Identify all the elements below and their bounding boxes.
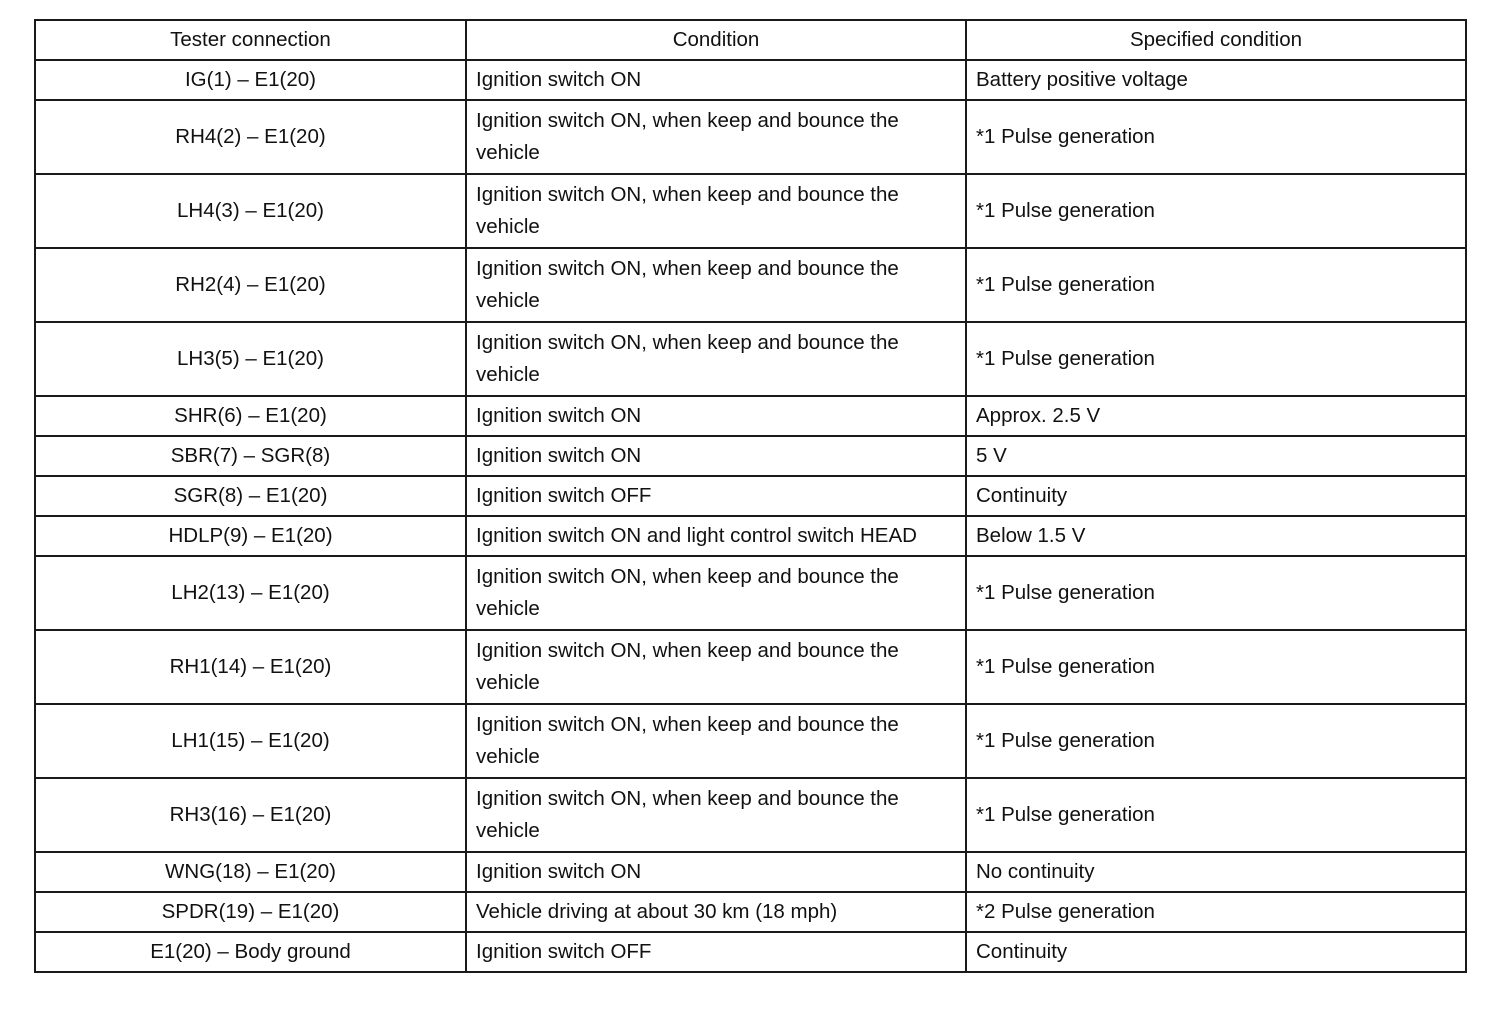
- tester-connection-cell: LH2(13) – E1(20): [35, 556, 466, 630]
- table-row: [35, 436, 1466, 476]
- specified-condition-cell: Continuity: [966, 476, 1466, 516]
- condition-cell: Ignition switch ON, when keep and bounce the vehicle: [466, 556, 966, 630]
- condition-cell: Ignition switch ON: [466, 60, 966, 100]
- specified-condition-cell: *2 Pulse generation: [966, 892, 1466, 932]
- specified-condition-cell: *1 Pulse generation: [966, 778, 1466, 852]
- tester-connection-cell: RH3(16) – E1(20): [35, 778, 466, 852]
- tester-connection-cell: SBR(7) – SGR(8): [35, 436, 466, 476]
- specified-condition-cell: *1 Pulse generation: [966, 556, 1466, 630]
- specified-condition-cell: Below 1.5 V: [966, 516, 1466, 556]
- table-row: [35, 932, 1466, 972]
- table-row: [35, 396, 1466, 436]
- condition-cell: Ignition switch ON, when keep and bounce the vehicle: [466, 248, 966, 322]
- table-row: [35, 248, 1466, 322]
- table-row: [35, 174, 1466, 248]
- tester-connection-cell: E1(20) – Body ground: [35, 932, 466, 972]
- table-row: [35, 60, 1466, 100]
- table-row: [35, 516, 1466, 556]
- tester-connection-cell: RH1(14) – E1(20): [35, 630, 466, 704]
- tester-connection-cell: LH3(5) – E1(20): [35, 322, 466, 396]
- table-row: [35, 630, 1466, 704]
- specified-condition-cell: Approx. 2.5 V: [966, 396, 1466, 436]
- tester-connection-cell: SPDR(19) – E1(20): [35, 892, 466, 932]
- condition-cell: Ignition switch ON, when keep and bounce the vehicle: [466, 174, 966, 248]
- tester-connection-cell: SHR(6) – E1(20): [35, 396, 466, 436]
- specified-condition-cell: No continuity: [966, 852, 1466, 892]
- tester-connection-cell: SGR(8) – E1(20): [35, 476, 466, 516]
- specified-condition-cell: *1 Pulse generation: [966, 704, 1466, 778]
- condition-cell: Ignition switch ON, when keep and bounce the vehicle: [466, 704, 966, 778]
- tester-connection-cell: WNG(18) – E1(20): [35, 852, 466, 892]
- table-row: [35, 100, 1466, 174]
- tester-connection-cell: RH4(2) – E1(20): [35, 100, 466, 174]
- header-tester-connection: Tester connection: [35, 20, 466, 60]
- specified-condition-cell: *1 Pulse generation: [966, 322, 1466, 396]
- table-header-row: [35, 20, 1466, 60]
- table-row: [35, 704, 1466, 778]
- condition-cell: Vehicle driving at about 30 km (18 mph): [466, 892, 966, 932]
- table-row: [35, 892, 1466, 932]
- tester-connection-cell: LH4(3) – E1(20): [35, 174, 466, 248]
- condition-cell: Ignition switch ON: [466, 852, 966, 892]
- table-row: [35, 476, 1466, 516]
- tester-connection-cell: IG(1) – E1(20): [35, 60, 466, 100]
- header-specified-condition: Specified condition: [966, 20, 1466, 60]
- specified-condition-cell: Battery positive voltage: [966, 60, 1466, 100]
- table-row: [35, 852, 1466, 892]
- table-row: [35, 322, 1466, 396]
- condition-cell: Ignition switch ON, when keep and bounce the vehicle: [466, 630, 966, 704]
- table-row: [35, 556, 1466, 630]
- condition-cell: Ignition switch ON: [466, 436, 966, 476]
- tester-connection-table: [34, 19, 1467, 973]
- condition-cell: Ignition switch ON, when keep and bounce the vehicle: [466, 100, 966, 174]
- specified-condition-cell: *1 Pulse generation: [966, 100, 1466, 174]
- tester-connection-cell: LH1(15) – E1(20): [35, 704, 466, 778]
- table-row: [35, 778, 1466, 852]
- specified-condition-cell: *1 Pulse generation: [966, 248, 1466, 322]
- specified-condition-cell: 5 V: [966, 436, 1466, 476]
- condition-cell: Ignition switch OFF: [466, 932, 966, 972]
- specified-condition-cell: *1 Pulse generation: [966, 630, 1466, 704]
- tester-connection-cell: HDLP(9) – E1(20): [35, 516, 466, 556]
- specified-condition-cell: Continuity: [966, 932, 1466, 972]
- condition-cell: Ignition switch OFF: [466, 476, 966, 516]
- specified-condition-cell: *1 Pulse generation: [966, 174, 1466, 248]
- condition-cell: Ignition switch ON, when keep and bounce the vehicle: [466, 322, 966, 396]
- condition-cell: Ignition switch ON, when keep and bounce the vehicle: [466, 778, 966, 852]
- header-condition: Condition: [466, 20, 966, 60]
- tester-connection-cell: RH2(4) – E1(20): [35, 248, 466, 322]
- condition-cell: Ignition switch ON and light control switch HEAD: [466, 516, 966, 556]
- condition-cell: Ignition switch ON: [466, 396, 966, 436]
